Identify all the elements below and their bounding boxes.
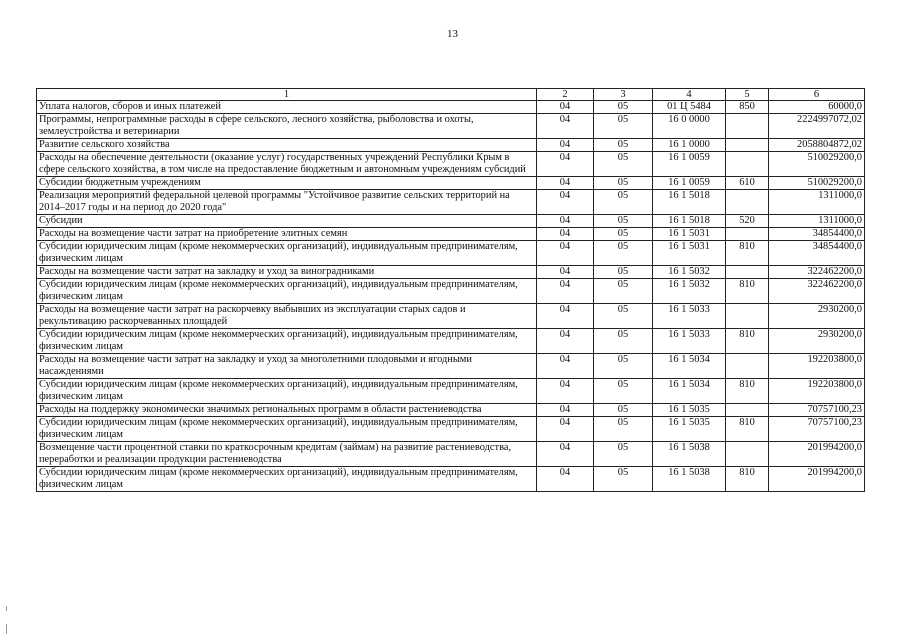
row-amount: 70757100,23	[769, 404, 865, 417]
row-code-2: 04	[537, 101, 594, 114]
col-header: 3	[594, 89, 653, 101]
row-code-5: 520	[726, 215, 769, 228]
row-code-2: 04	[537, 228, 594, 241]
row-code-4: 16 1 5018	[653, 190, 726, 215]
row-amount: 201994200,0	[769, 467, 865, 492]
table-row	[37, 442, 865, 467]
row-name: Субсидии юридическим лицам (кроме некоммерческих организаций), индивидуальным предпринимателям, физическим лицам	[37, 241, 537, 266]
row-code-3: 05	[594, 177, 653, 190]
row-code-2: 04	[537, 190, 594, 215]
row-amount: 192203800,0	[769, 354, 865, 379]
row-code-3: 05	[594, 417, 653, 442]
row-code-5	[726, 354, 769, 379]
row-code-3: 05	[594, 404, 653, 417]
budget-table	[36, 88, 865, 492]
row-code-5: 810	[726, 241, 769, 266]
row-amount: 60000,0	[769, 101, 865, 114]
row-name: Субсидии юридическим лицам (кроме некоммерческих организаций), индивидуальным предпринимателям, физическим лицам	[37, 417, 537, 442]
table-row	[37, 417, 865, 442]
table-row	[37, 139, 865, 152]
header-row	[37, 89, 865, 101]
row-code-5: 850	[726, 101, 769, 114]
row-code-2: 04	[537, 215, 594, 228]
row-name: Расходы на возмещение части затрат на раскорчевку выбывших из эксплуатации старых садов и рекультивацию раскорчеванных площадей	[37, 304, 537, 329]
row-name: Расходы на обеспечение деятельности (оказание услуг) государственных учреждений Республики Крым в сфере сельского хозяйства, в том числе на предоставление бюджетным и автономным учреждениям субсидий	[37, 152, 537, 177]
row-code-3: 05	[594, 114, 653, 139]
row-code-4: 16 1 5031	[653, 241, 726, 266]
row-code-3: 05	[594, 215, 653, 228]
page-number: 13	[447, 28, 458, 40]
row-code-2: 04	[537, 139, 594, 152]
row-amount: 2930200,0	[769, 304, 865, 329]
row-amount: 70757100,23	[769, 417, 865, 442]
row-code-2: 04	[537, 177, 594, 190]
margin-mark	[6, 624, 7, 634]
row-code-2: 04	[537, 442, 594, 467]
row-amount: 1311000,0	[769, 215, 865, 228]
row-name: Субсидии юридическим лицам (кроме некоммерческих организаций), индивидуальным предпринимателям, физическим лицам	[37, 329, 537, 354]
row-code-5: 810	[726, 467, 769, 492]
row-amount: 2224997072,02	[769, 114, 865, 139]
row-code-5	[726, 139, 769, 152]
row-code-5	[726, 404, 769, 417]
row-code-4: 16 1 5031	[653, 228, 726, 241]
row-code-4: 16 1 5034	[653, 379, 726, 404]
row-amount: 2058804872,02	[769, 139, 865, 152]
row-amount: 34854400,0	[769, 228, 865, 241]
row-name: Субсидии юридическим лицам (кроме некоммерческих организаций), индивидуальным предпринимателям, физическим лицам	[37, 467, 537, 492]
row-name: Программы, непрограммные расходы в сфере сельского, лесного хозяйства, рыболовства и охоты, землеустройства и ветеринарии	[37, 114, 537, 139]
row-code-5: 610	[726, 177, 769, 190]
table-row	[37, 329, 865, 354]
row-code-3: 05	[594, 329, 653, 354]
col-header: 2	[537, 89, 594, 101]
table-row	[37, 304, 865, 329]
row-code-4: 16 1 5035	[653, 404, 726, 417]
row-code-4: 16 1 5018	[653, 215, 726, 228]
row-code-3: 05	[594, 354, 653, 379]
row-code-5	[726, 152, 769, 177]
row-code-3: 05	[594, 379, 653, 404]
row-code-3: 05	[594, 304, 653, 329]
row-code-2: 04	[537, 417, 594, 442]
row-name: Расходы на возмещение части затрат на приобретение элитных семян	[37, 228, 537, 241]
row-code-5	[726, 266, 769, 279]
row-code-4: 16 1 0059	[653, 177, 726, 190]
table-row	[37, 101, 865, 114]
row-code-4: 16 1 5034	[653, 354, 726, 379]
row-code-3: 05	[594, 279, 653, 304]
row-code-5: 810	[726, 329, 769, 354]
row-code-4: 16 1 5035	[653, 417, 726, 442]
row-code-3: 05	[594, 101, 653, 114]
row-code-5	[726, 228, 769, 241]
row-amount: 510029200,0	[769, 177, 865, 190]
row-code-2: 04	[537, 467, 594, 492]
row-name: Расходы на возмещение части затрат на закладку и уход за многолетними плодовыми и ягодными насаждениями	[37, 354, 537, 379]
row-code-4: 01 Ц 5484	[653, 101, 726, 114]
row-code-2: 04	[537, 404, 594, 417]
table-row	[37, 190, 865, 215]
table-row	[37, 379, 865, 404]
row-amount: 2930200,0	[769, 329, 865, 354]
row-name: Расходы на возмещение части затрат на закладку и уход за виноградниками	[37, 266, 537, 279]
row-code-5: 810	[726, 279, 769, 304]
row-code-5: 810	[726, 379, 769, 404]
row-code-2: 04	[537, 241, 594, 266]
table-row	[37, 279, 865, 304]
row-code-4: 16 1 0000	[653, 139, 726, 152]
row-code-2: 04	[537, 329, 594, 354]
row-amount: 322462200,0	[769, 266, 865, 279]
col-header: 5	[726, 89, 769, 101]
table-row	[37, 404, 865, 417]
col-header: 4	[653, 89, 726, 101]
row-code-4: 16 0 0000	[653, 114, 726, 139]
row-code-2: 04	[537, 152, 594, 177]
row-code-3: 05	[594, 467, 653, 492]
row-code-2: 04	[537, 354, 594, 379]
row-amount: 510029200,0	[769, 152, 865, 177]
row-name: Субсидии	[37, 215, 537, 228]
row-code-5	[726, 114, 769, 139]
row-name: Субсидии бюджетным учреждениям	[37, 177, 537, 190]
row-code-4: 16 1 5032	[653, 266, 726, 279]
row-code-3: 05	[594, 442, 653, 467]
row-amount: 34854400,0	[769, 241, 865, 266]
row-code-4: 16 1 5038	[653, 442, 726, 467]
col-header: 6	[769, 89, 865, 101]
table-row	[37, 228, 865, 241]
row-name: Расходы на поддержку экономически значимых региональных программ в области растениеводства	[37, 404, 537, 417]
row-code-4: 16 1 5033	[653, 304, 726, 329]
table-row	[37, 354, 865, 379]
row-code-2: 04	[537, 304, 594, 329]
row-code-2: 04	[537, 279, 594, 304]
row-code-5: 810	[726, 417, 769, 442]
row-code-3: 05	[594, 139, 653, 152]
row-code-3: 05	[594, 266, 653, 279]
table-row	[37, 152, 865, 177]
row-amount: 322462200,0	[769, 279, 865, 304]
row-code-3: 05	[594, 241, 653, 266]
table-row	[37, 241, 865, 266]
table-row	[37, 177, 865, 190]
row-code-3: 05	[594, 228, 653, 241]
row-code-5	[726, 190, 769, 215]
table-row	[37, 114, 865, 139]
row-amount: 201994200,0	[769, 442, 865, 467]
row-code-4: 16 1 0059	[653, 152, 726, 177]
row-name: Реализация мероприятий федеральной целевой программы "Устойчивое развитие сельских территорий на 2014–2017 годы и на период до 2020 года"	[37, 190, 537, 215]
row-amount: 192203800,0	[769, 379, 865, 404]
margin-mark	[6, 606, 7, 611]
row-code-3: 05	[594, 190, 653, 215]
row-code-2: 04	[537, 266, 594, 279]
table-row	[37, 215, 865, 228]
row-code-2: 04	[537, 114, 594, 139]
row-amount: 1311000,0	[769, 190, 865, 215]
row-name: Возмещение части процентной ставки по краткосрочным кредитам (займам) на развитие растениеводства, переработки и реализации продукции растениеводства	[37, 442, 537, 467]
row-code-2: 04	[537, 379, 594, 404]
row-name: Развитие сельского хозяйства	[37, 139, 537, 152]
table-row	[37, 467, 865, 492]
row-name: Субсидии юридическим лицам (кроме некоммерческих организаций), индивидуальным предпринимателям, физическим лицам	[37, 279, 537, 304]
row-code-4: 16 1 5033	[653, 329, 726, 354]
row-code-5	[726, 304, 769, 329]
row-code-3: 05	[594, 152, 653, 177]
col-header: 1	[37, 89, 537, 101]
row-name: Субсидии юридическим лицам (кроме некоммерческих организаций), индивидуальным предпринимателям, физическим лицам	[37, 379, 537, 404]
row-name: Уплата налогов, сборов и иных платежей	[37, 101, 537, 114]
table-row	[37, 266, 865, 279]
row-code-4: 16 1 5032	[653, 279, 726, 304]
row-code-4: 16 1 5038	[653, 467, 726, 492]
row-code-5	[726, 442, 769, 467]
